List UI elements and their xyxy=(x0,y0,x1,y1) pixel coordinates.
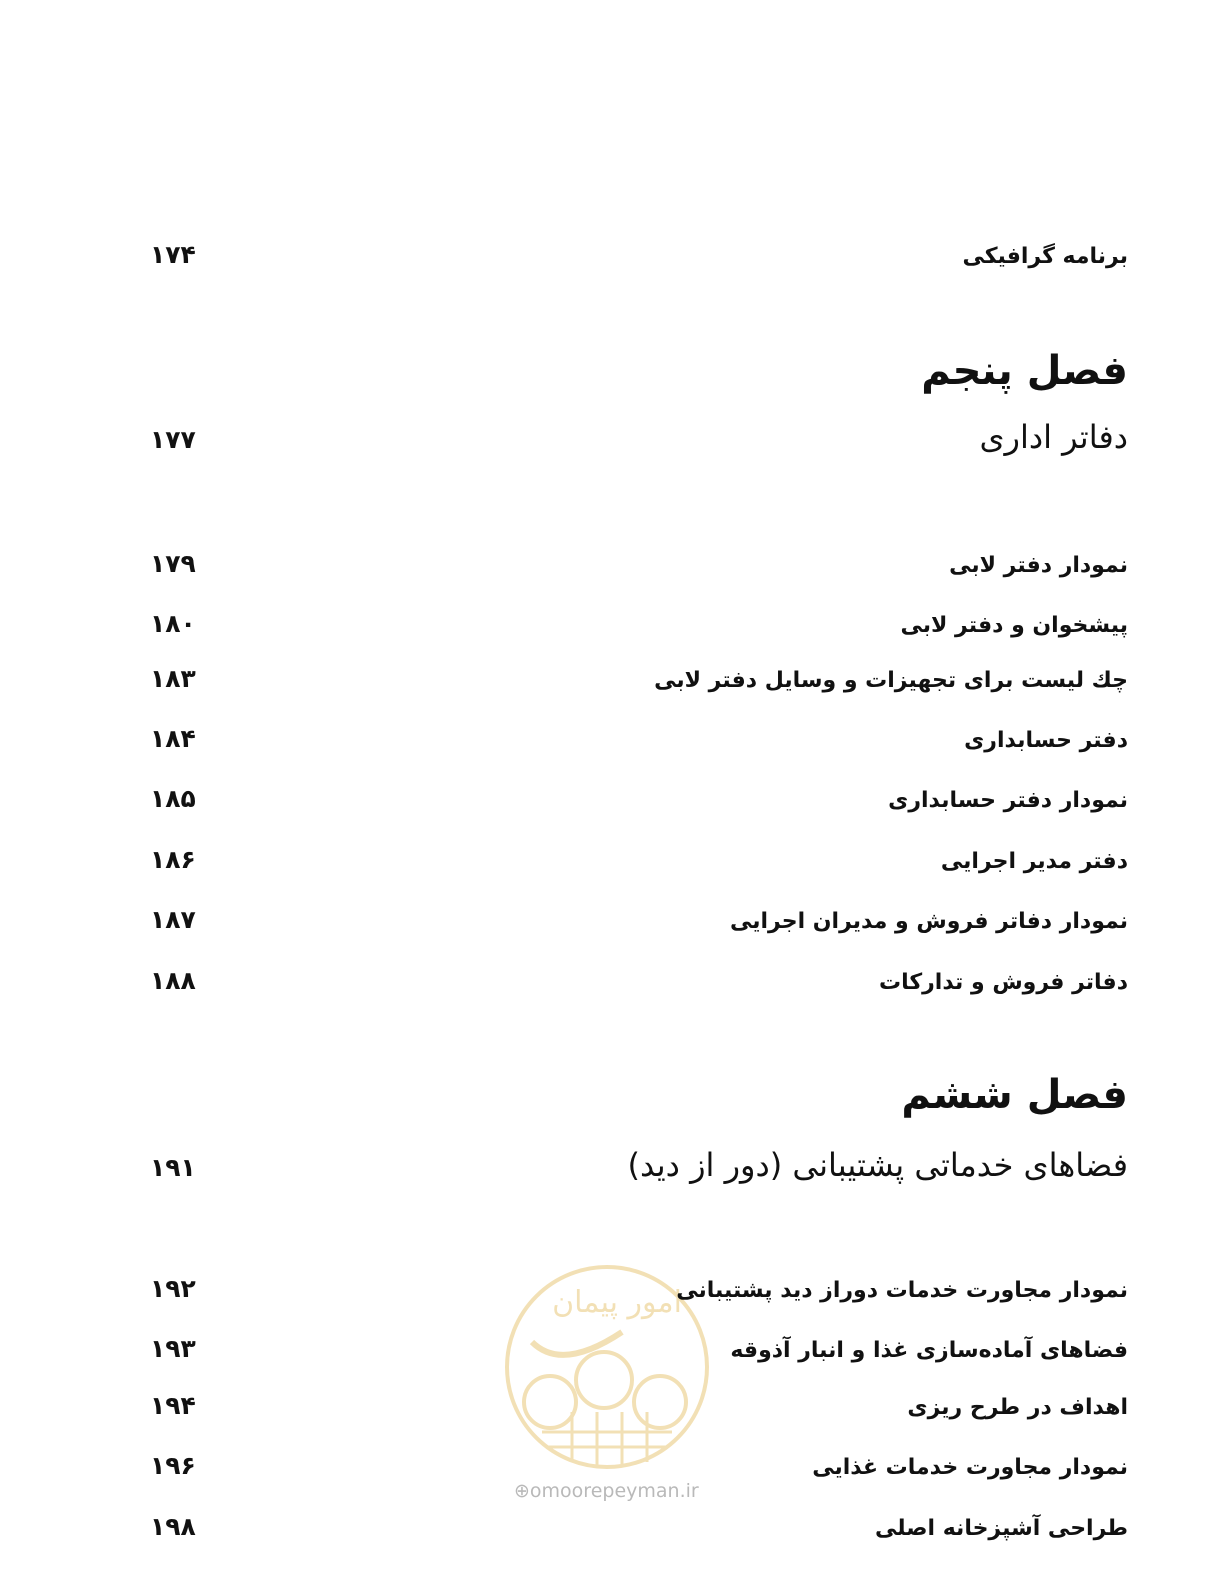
toc-entry xyxy=(150,549,1128,578)
page-number: ۱۸۰ xyxy=(150,609,196,638)
page-number: ۱۸۸ xyxy=(150,966,196,995)
watermark-url xyxy=(514,1480,699,1502)
page-number: ۱۹۶ xyxy=(150,1451,196,1480)
watermark-logo-text: امور پیمان xyxy=(552,1285,682,1320)
page-number: ۱۷۹ xyxy=(150,549,196,578)
page-number: ۱۹۴ xyxy=(150,1391,196,1420)
toc-entry xyxy=(150,1391,1128,1420)
entry-title: نمودار دفتر حسابداری xyxy=(888,788,1128,813)
chapter-title-row xyxy=(150,418,1128,456)
toc-entry xyxy=(150,784,1128,813)
page-number: ۱۷۷ xyxy=(150,425,196,454)
entry-title: برنامه گرافیکی xyxy=(962,244,1128,269)
chapter-heading: فصل پنجم xyxy=(921,348,1128,394)
entry-title: دفتر حسابداری xyxy=(964,728,1128,753)
watermark-url-text: omoorepeyman.ir xyxy=(529,1480,699,1502)
entry-title: اهداف در طرح ریزی xyxy=(907,1395,1128,1420)
toc-entry xyxy=(150,1451,1128,1480)
entry-title: دفتر مدیر اجرایی xyxy=(940,849,1128,874)
page-number: ۱۷۴ xyxy=(150,240,196,269)
toc-entry xyxy=(150,609,1128,638)
chapter-heading: فصل ششم xyxy=(901,1072,1128,1118)
page-number: ۱۸۴ xyxy=(150,724,196,753)
chapter-title: دفاتر اداری xyxy=(979,418,1128,456)
page-number: ۱۹۲ xyxy=(150,1274,196,1303)
page-number: ۱۹۸ xyxy=(150,1512,196,1541)
toc-entry xyxy=(150,240,1128,269)
entry-title: نمودار مجاورت خدمات غذایی xyxy=(812,1455,1128,1480)
toc-entry xyxy=(150,905,1128,934)
page-number: ۱۹۳ xyxy=(150,1334,196,1363)
toc-entry xyxy=(150,664,1128,693)
entry-title: دفاتر فروش و تدارکات xyxy=(878,970,1128,995)
entry-title: نمودار دفاتر فروش و مدیران اجرایی xyxy=(729,909,1128,934)
page-number: ۱۸۳ xyxy=(150,664,196,693)
entry-title: چك لیست برای تجهیزات و وسایل دفتر لابی xyxy=(654,668,1128,693)
toc-entry xyxy=(150,1334,1128,1363)
toc-entry xyxy=(150,966,1128,995)
page-number: ۱۹۱ xyxy=(150,1153,196,1182)
entry-title: نمودار دفتر لابی xyxy=(949,553,1128,578)
toc-entry xyxy=(150,845,1128,874)
page-number: ۱۸۶ xyxy=(150,845,196,874)
toc-entry xyxy=(150,1512,1128,1541)
chapter-title: فضاهای خدماتی پشتیبانی (دور از دید) xyxy=(627,1146,1128,1184)
globe-icon: ⊕ xyxy=(514,1480,530,1502)
toc-entry xyxy=(150,1274,1128,1303)
chapter-title-row xyxy=(150,1146,1128,1184)
entry-title: پیشخوان و دفتر لابی xyxy=(900,613,1128,638)
entry-title: طراحی آشپزخانه اصلی xyxy=(875,1516,1128,1541)
toc-entry xyxy=(150,724,1128,753)
page-number: ۱۸۷ xyxy=(150,905,196,934)
entry-title: فضاهای آماده‌سازی غذا و انبار آذوقه xyxy=(730,1338,1128,1363)
entry-title: نمودار مجاورت خدمات دوراز دید پشتیبانی xyxy=(676,1278,1128,1303)
page-number: ۱۸۵ xyxy=(150,784,196,813)
